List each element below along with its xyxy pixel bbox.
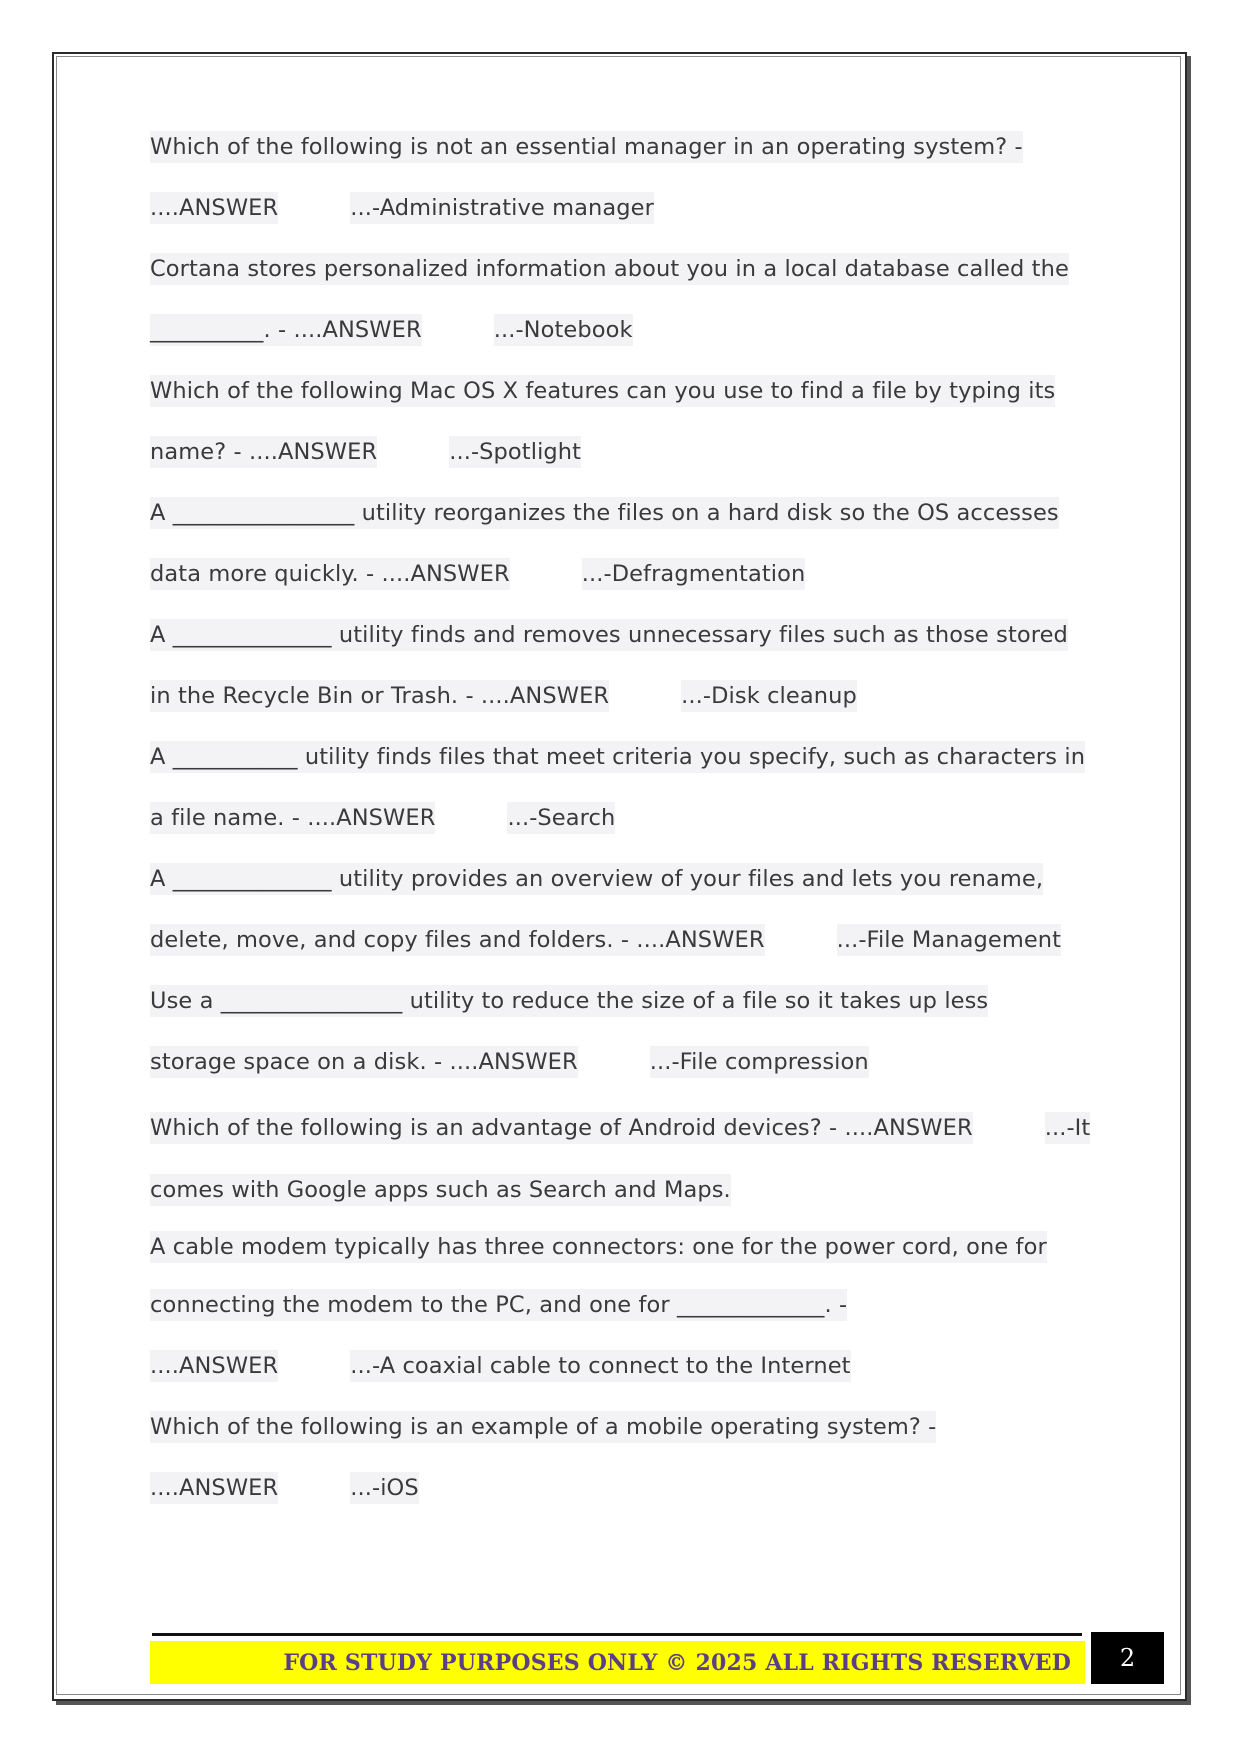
line-text: data more quickly. - ....ANSWER	[150, 561, 510, 587]
line-text: connecting the modem to the PC, and one for _____________. -	[150, 1292, 848, 1318]
line-text: comes with Google apps such as Search and Maps.	[150, 1177, 731, 1203]
question-line	[150, 1231, 1047, 1263]
answer-line	[150, 1472, 419, 1504]
question-line	[150, 375, 1055, 407]
question-line	[150, 497, 1059, 529]
question-line	[150, 741, 1085, 773]
answer-text: ...-File Management	[836, 927, 1062, 953]
line-text: __________. - ....ANSWER	[150, 317, 422, 343]
answer-continuation	[150, 1174, 731, 1206]
question-line	[150, 1411, 936, 1443]
page-number-box	[1091, 1632, 1164, 1684]
footer-text: FOR STUDY PURPOSES ONLY © 2025 ALL RIGHTS RESERVED	[283, 1649, 1071, 1676]
line-text: name? - ....ANSWER	[150, 439, 378, 465]
answer-line	[150, 436, 581, 468]
answer-text: ...-Search	[507, 805, 616, 831]
question-line	[150, 863, 1043, 895]
answer-text: ...-File compression	[649, 1049, 869, 1075]
answer-line	[150, 192, 654, 224]
footer-rule	[152, 1633, 1082, 1636]
answer-text: ...-A coaxial cable to connect to the Internet	[350, 1353, 851, 1379]
answer-line	[150, 680, 857, 712]
answer-line	[150, 558, 805, 590]
line-text: Cortana stores personalized information about you in a local database called the	[150, 256, 1069, 282]
page-number: 2	[1119, 1644, 1136, 1672]
answer-line	[150, 1112, 1090, 1144]
line-text: ....ANSWER	[150, 1353, 279, 1379]
line-text: in the Recycle Bin or Trash. - ....ANSWER	[150, 683, 610, 709]
line-text: delete, move, and copy files and folders. - ....ANSWER	[150, 927, 765, 953]
answer-line	[150, 314, 633, 346]
line-text: A ______________ utility provides an overview of your files and lets you rename,	[150, 866, 1044, 892]
answer-text: ...-iOS	[350, 1475, 419, 1501]
question-line	[150, 985, 988, 1017]
line-text: Use a ________________ utility to reduce the size of a file so it takes up less	[150, 988, 989, 1014]
line-text: ....ANSWER	[150, 1475, 279, 1501]
line-text: a file name. - ....ANSWER	[150, 805, 436, 831]
answer-text: ...-Spotlight	[449, 439, 582, 465]
line-text: A ___________ utility finds files that meet criteria you specify, such as characters in	[150, 744, 1086, 770]
answer-text: ...-Disk cleanup	[681, 683, 857, 709]
line-text: A ______________ utility finds and removes unnecessary files such as those stored	[150, 622, 1068, 648]
question-line	[150, 619, 1068, 651]
answer-text: ...-Notebook	[493, 317, 633, 343]
line-text: A cable modem typically has three connectors: one for the power cord, one for	[150, 1234, 1047, 1260]
answer-text: ...-It	[1044, 1115, 1091, 1141]
line-text: Which of the following is not an essential manager in an operating system? -	[150, 134, 1023, 160]
question-line	[150, 131, 1023, 163]
answer-text: ...-Defragmentation	[581, 561, 806, 587]
question-line	[150, 253, 1069, 285]
answer-line	[150, 924, 1061, 956]
line-text: ....ANSWER	[150, 195, 279, 221]
answer-line	[150, 1046, 869, 1078]
answer-text: ...-Administrative manager	[350, 195, 654, 221]
line-text: Which of the following is an advantage of Android devices? - ....ANSWER	[150, 1115, 973, 1141]
footer-band	[150, 1641, 1085, 1684]
question-line	[150, 1289, 847, 1321]
line-text: Which of the following is an example of a mobile operating system? -	[150, 1414, 937, 1440]
answer-line	[150, 1350, 851, 1382]
line-text: Which of the following Mac OS X features can you use to find a file by typing its	[150, 378, 1056, 404]
line-text: A ________________ utility reorganizes the files on a hard disk so the OS accesses	[150, 500, 1059, 526]
line-text: storage space on a disk. - ....ANSWER	[150, 1049, 578, 1075]
answer-line	[150, 802, 615, 834]
